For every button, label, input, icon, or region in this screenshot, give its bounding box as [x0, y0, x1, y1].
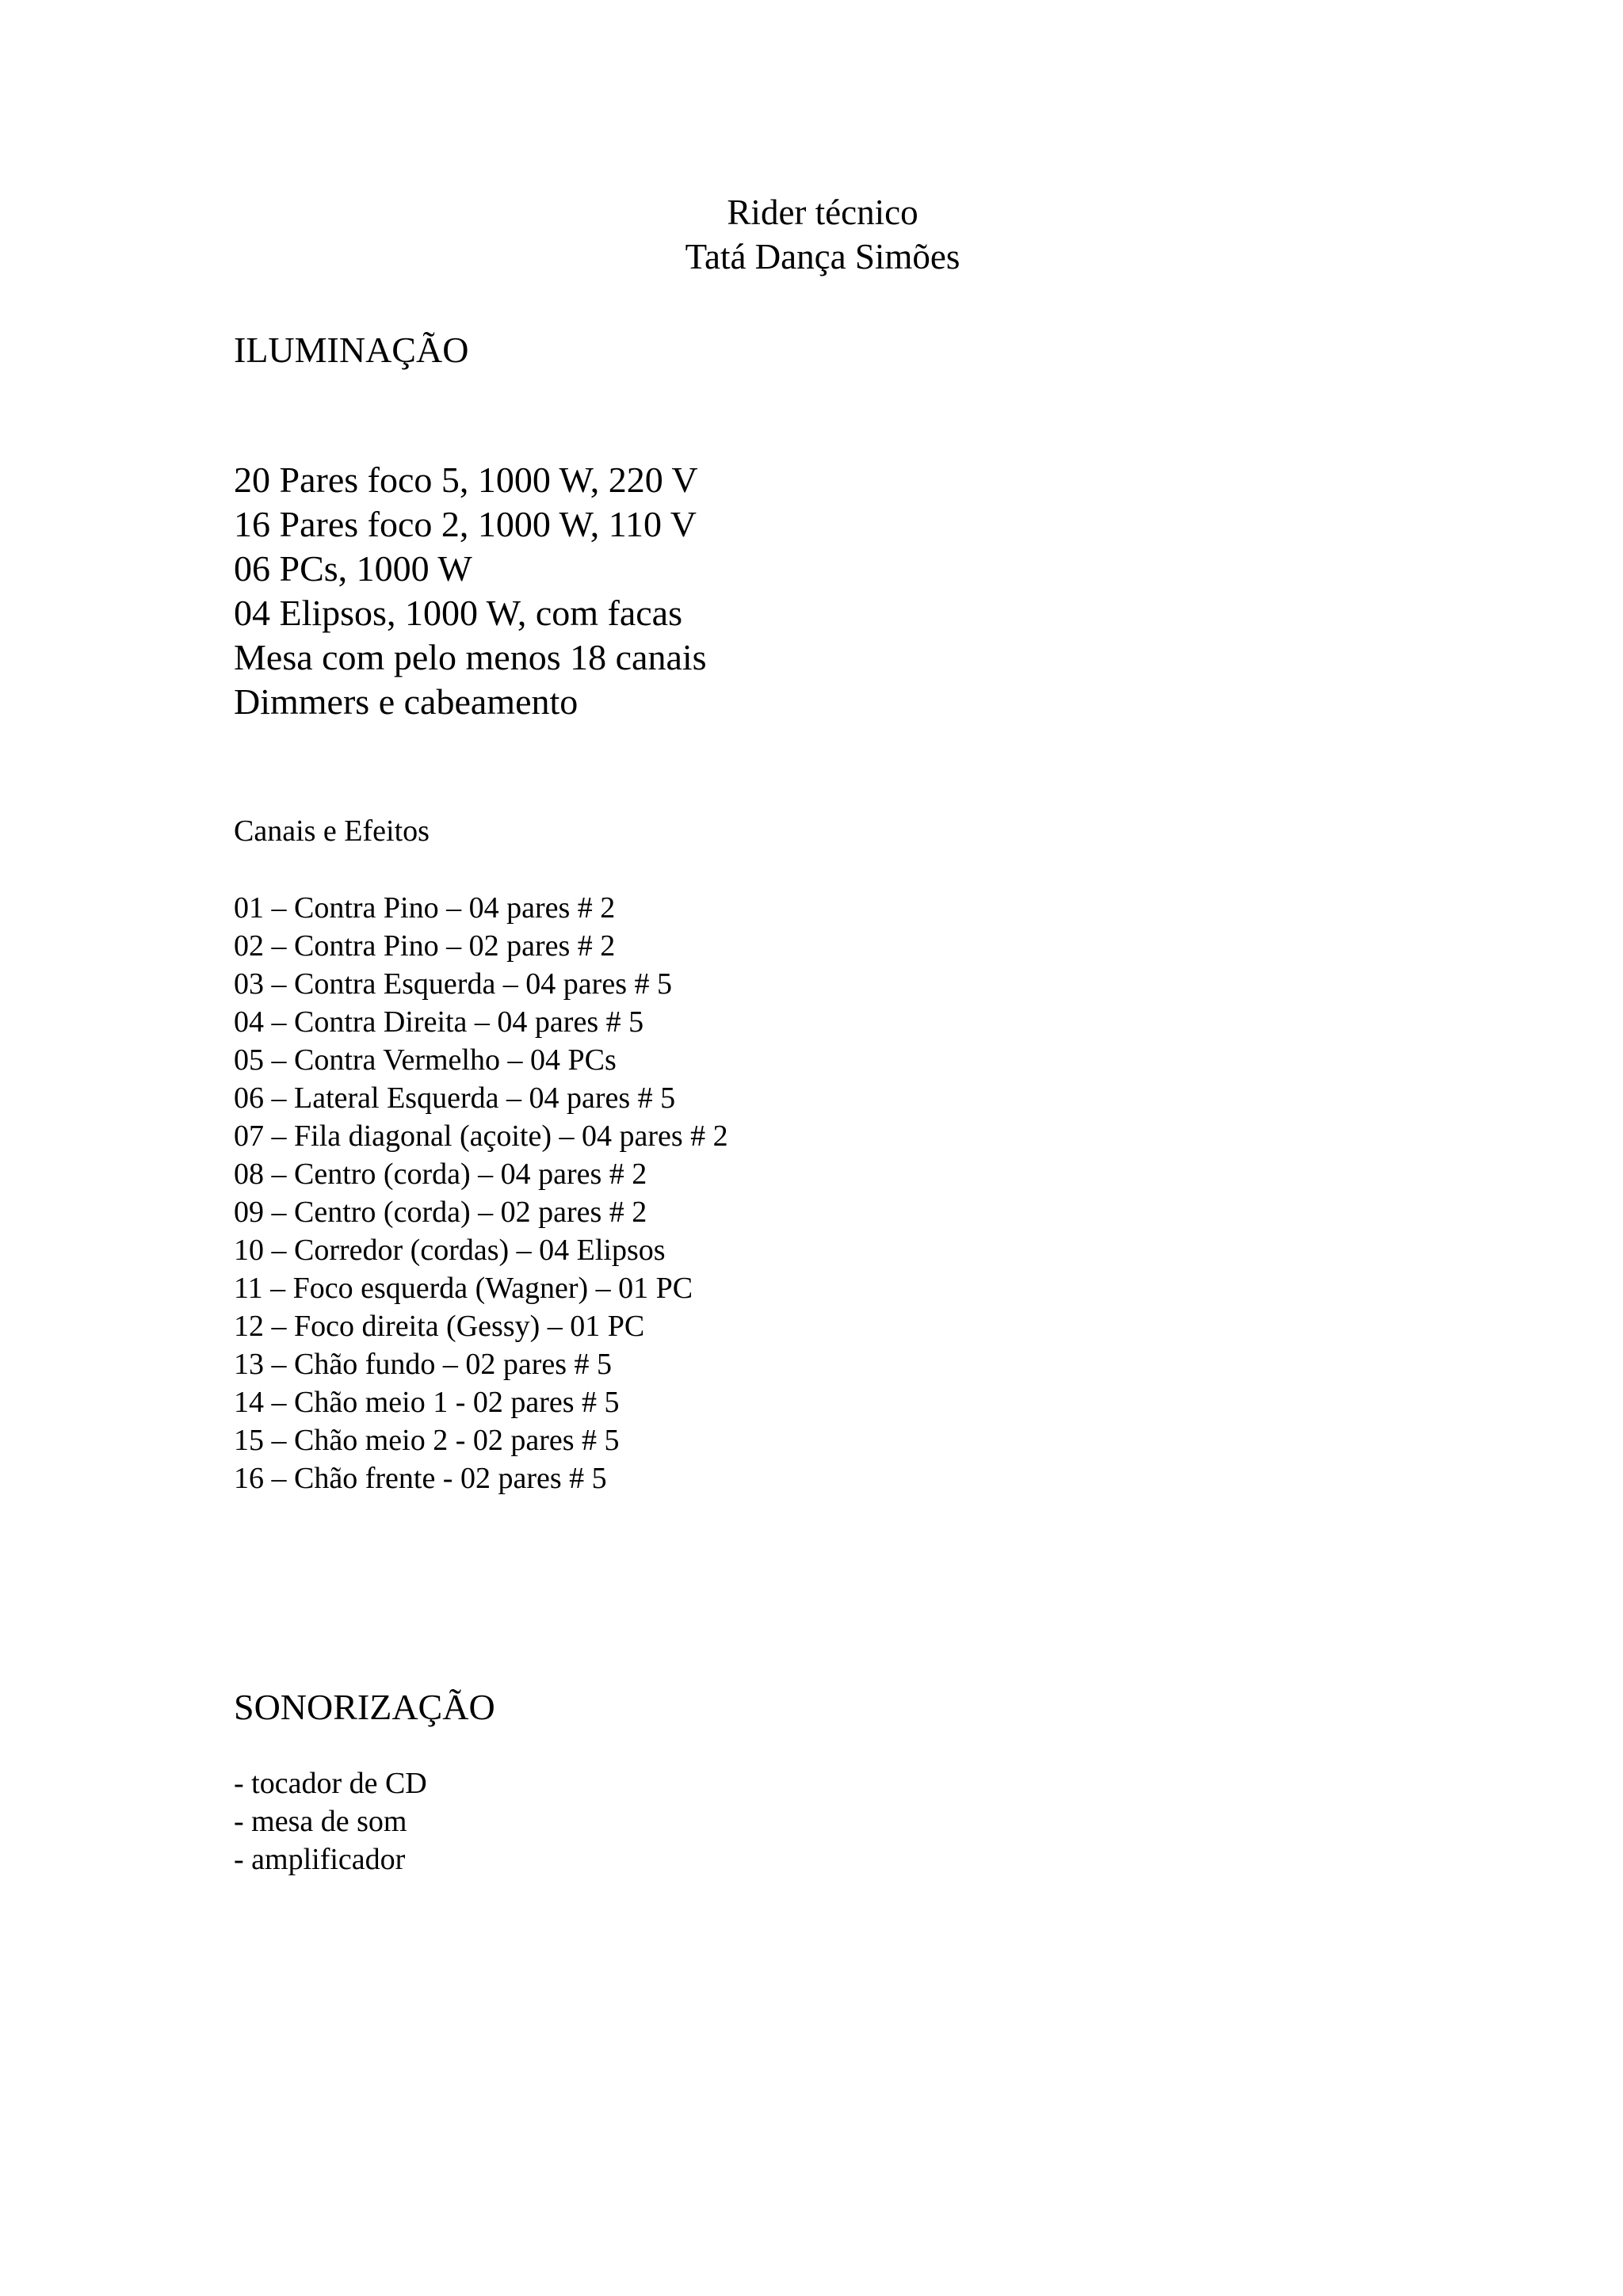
- channel-item: 03 – Contra Esquerda – 04 pares # 5: [234, 967, 672, 1001]
- company-name: Tatá Dança Simões: [685, 237, 960, 277]
- channel-item: 08 – Centro (corda) – 04 pares # 2: [234, 1158, 647, 1191]
- document-title: Rider técnico: [727, 193, 918, 232]
- sound-item: - tocador de CD: [234, 1767, 427, 1800]
- channel-item: 10 – Corredor (cordas) – 04 Elipsos: [234, 1234, 666, 1267]
- channel-item: 06 – Lateral Esquerda – 04 pares # 5: [234, 1081, 676, 1115]
- channel-item: 05 – Contra Vermelho – 04 PCs: [234, 1043, 617, 1077]
- channel-item: 15 – Chão meio 2 - 02 pares # 5: [234, 1424, 620, 1457]
- equipment-item: 06 PCs, 1000 W: [234, 548, 472, 589]
- sound-heading: SONORIZAÇÃO: [234, 1687, 495, 1727]
- channel-item: 09 – Centro (corda) – 02 pares # 2: [234, 1196, 647, 1229]
- lighting-heading: ILUMINAÇÃO: [234, 330, 469, 370]
- equipment-item: 16 Pares foco 2, 1000 W, 110 V: [234, 504, 697, 544]
- sound-item: - amplificador: [234, 1843, 406, 1876]
- channel-item: 14 – Chão meio 1 - 02 pares # 5: [234, 1386, 620, 1419]
- channel-item: 01 – Contra Pino – 04 pares # 2: [234, 891, 616, 925]
- channel-item: 02 – Contra Pino – 02 pares # 2: [234, 929, 616, 963]
- equipment-item: 04 Elipsos, 1000 W, com facas: [234, 593, 682, 633]
- sound-item: - mesa de som: [234, 1805, 407, 1838]
- sound-items-list: [234, 1764, 427, 1878]
- lighting-equipment-list: [234, 458, 707, 724]
- channel-item: 16 – Chão frente - 02 pares # 5: [234, 1462, 607, 1495]
- channel-item: 11 – Foco esquerda (Wagner) – 01 PC: [234, 1272, 693, 1305]
- channel-item: 12 – Foco direita (Gessy) – 01 PC: [234, 1310, 645, 1343]
- channels-list: [234, 889, 728, 1497]
- channel-item: 07 – Fila diagonal (açoite) – 04 pares # 2: [234, 1119, 728, 1153]
- document-header: [0, 190, 1623, 279]
- equipment-item: 20 Pares foco 5, 1000 W, 220 V: [234, 460, 698, 500]
- equipment-item: Mesa com pelo menos 18 canais: [234, 637, 707, 677]
- channel-item: 04 – Contra Direita – 04 pares # 5: [234, 1005, 644, 1039]
- channels-heading: Canais e Efeitos: [234, 814, 430, 848]
- equipment-item: Dimmers e cabeamento: [234, 681, 579, 722]
- channel-item: 13 – Chão fundo – 02 pares # 5: [234, 1348, 613, 1381]
